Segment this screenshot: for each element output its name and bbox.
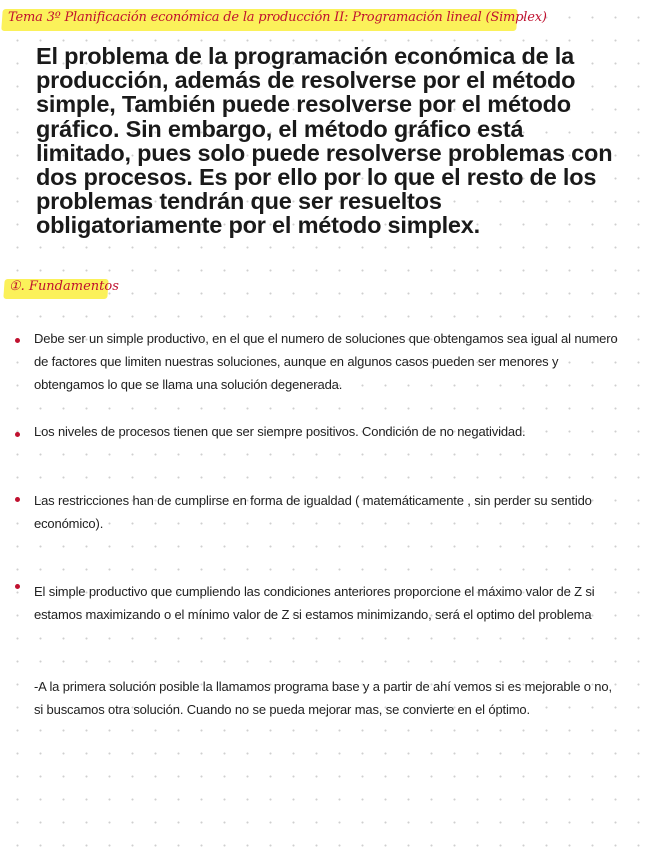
section-heading	[4, 277, 119, 301]
page-title	[2, 6, 547, 32]
bullet-icon	[15, 497, 20, 502]
list-item: Debe ser un simple productivo, en el que el numero de soluciones que obtengamos sea igual al numero de factores que limiten nuestras soluciones, aunque en algunos casos pueden ser menores y obtengamos lo que se llama una solución degenerada.	[34, 331, 618, 392]
list-item: Los niveles de procesos tienen que ser siempre positivos. Condición de no negatividad.	[34, 424, 526, 439]
bullet-icon	[15, 584, 20, 589]
note-paragraph: -A la primera solución posible la llamamos programa base y a partir de ahí vemos si es mejorable o no, si buscamos otra solución. Cuando no se pueda mejorar mas, se convierte en el óptimo.	[34, 679, 612, 717]
bullet-icon	[15, 338, 20, 343]
intro-paragraph: El problema de la programación económica de la producción, además de resolverse por el método simple, También puede resolverse por el método gráfico. Sin embargo, el método gráfico está limitado, pues solo puede resolverse problemas con dos procesos. Es por ello por lo que el resto de los problemas tendrán que ser resueltos obligatoriamente por el método simplex.	[36, 43, 613, 239]
list-item: Las restricciones han de cumplirse en forma de igualdad ( matemáticamente , sin perder su sentido económico).	[34, 493, 592, 531]
section-heading-text: ①. Fundamentos	[9, 279, 119, 294]
list-item: El simple productivo que cumpliendo las condiciones anteriores proporcione el máximo valor de Z si estamos maximizando o el mínimo valor de Z si estamos minimizando, será el optimo del problema	[34, 584, 595, 622]
bullet-icon	[15, 432, 20, 437]
page-title-text: Tema 3º Planificación económica de la producción II: Programación lineal (Simplex)	[8, 10, 547, 25]
